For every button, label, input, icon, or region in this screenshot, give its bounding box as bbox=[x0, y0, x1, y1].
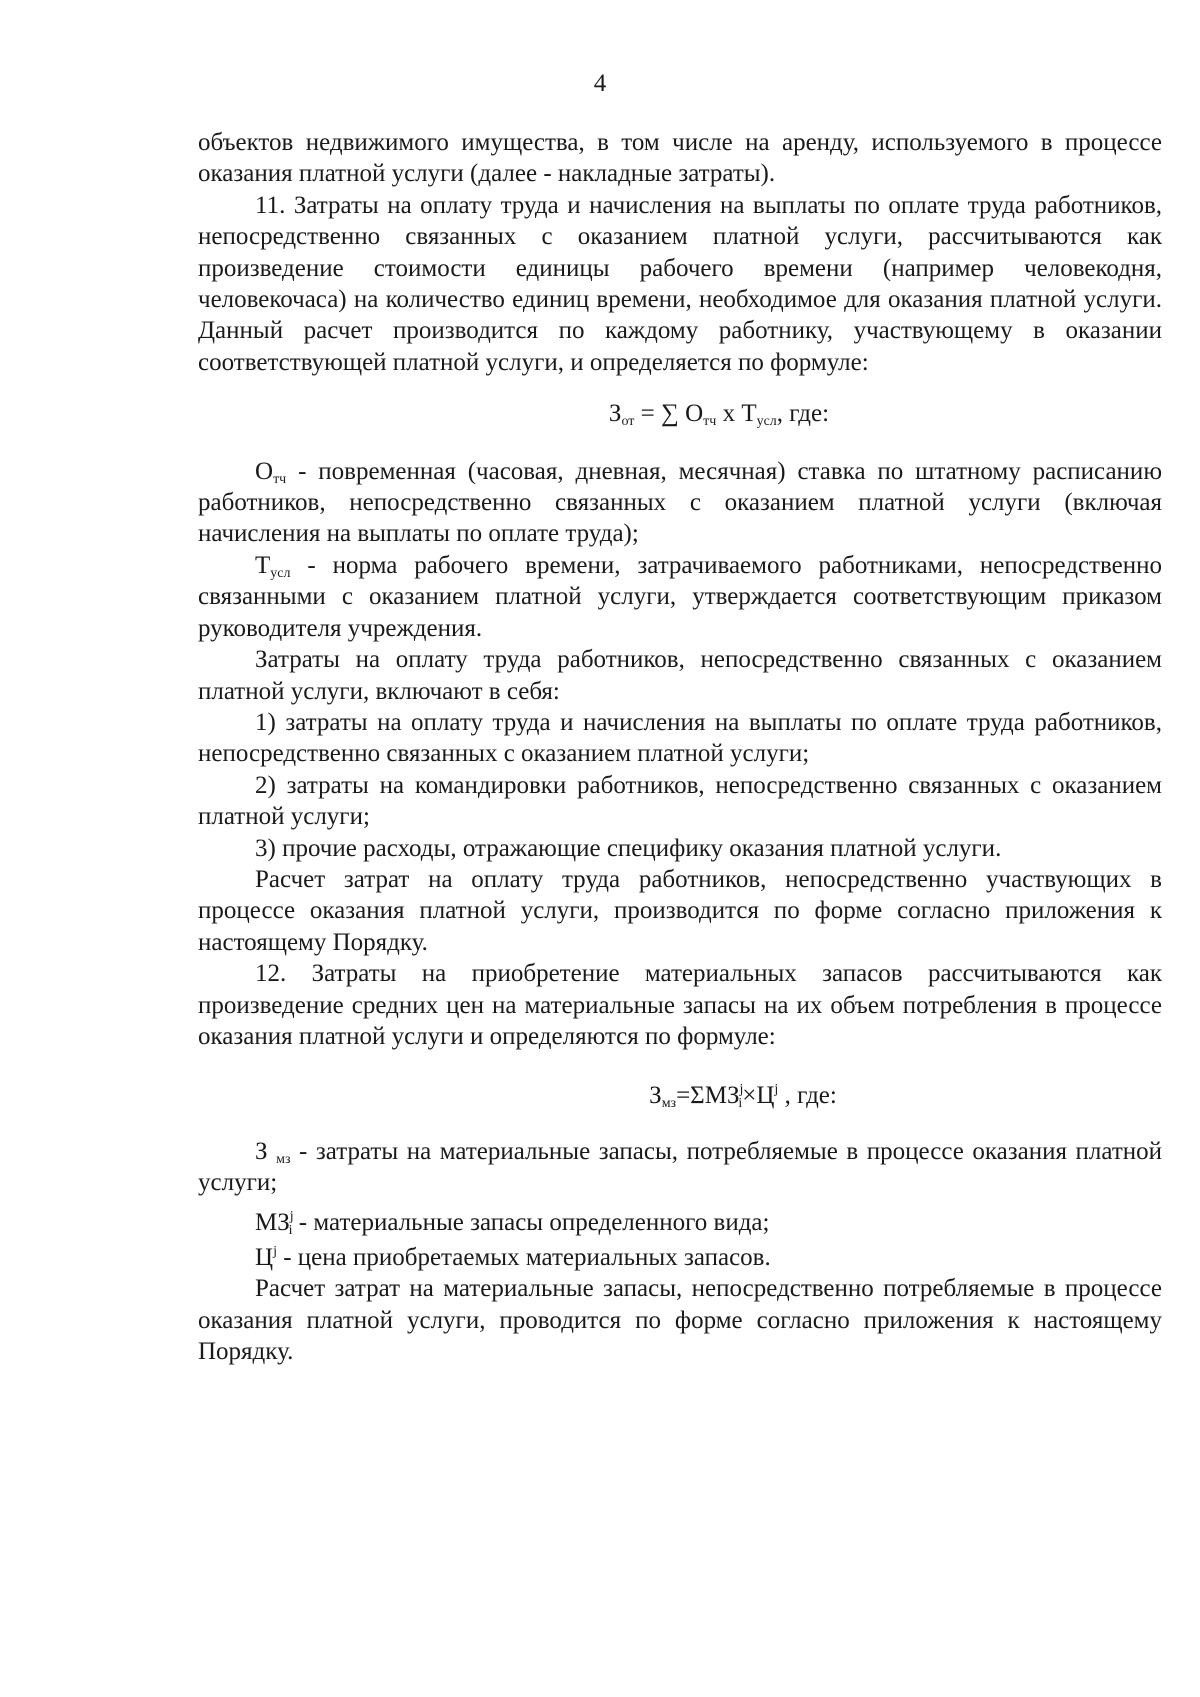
definition-text: - материальные запасы определенного вида; bbox=[292, 1208, 770, 1236]
paragraph-continuation: объектов недвижимого имущества, в том числе на аренду, используемого в процессе оказания платной услуги (далее - накладные затраты). bbox=[198, 129, 1162, 188]
formula-symbol: З bbox=[649, 1082, 662, 1110]
list-item-3: 3) прочие расходы, отражающие специфику оказания платной услуги. bbox=[255, 834, 1002, 862]
formula-superscript: j bbox=[739, 1082, 744, 1098]
formula-subscript: от bbox=[621, 414, 635, 430]
definition-otch bbox=[198, 456, 1162, 550]
formula-subscript: тч bbox=[703, 414, 717, 430]
definition-symbol: МЗ bbox=[255, 1208, 290, 1236]
formula-tail: , где: bbox=[776, 400, 830, 428]
paragraph-calc-labor: Расчет затрат на оплату труда работников, непосредственно участвующих в процессе оказания платной услуги, производится по форме согласно приложения к настоящему Порядку. bbox=[198, 865, 1162, 956]
paragraph-calc-materials: Расчет затрат на материальные запасы, непосредственно потребляемые в процессе оказания платной услуги, проводится по форме согласно приложения к настоящему Порядку. bbox=[198, 1275, 1162, 1366]
formula-operator: =ΣМЗ bbox=[676, 1082, 740, 1110]
definition-text: - цена приобретаемых материальных запасов. bbox=[276, 1244, 771, 1271]
formula-operator: ×Ц bbox=[742, 1082, 775, 1110]
definition-subscript: i bbox=[288, 1222, 293, 1238]
formula-superscript: j bbox=[774, 1082, 779, 1098]
definition-c bbox=[198, 1242, 1162, 1273]
definition-text: - повременная (часовая, дневная, месячная) ставка по штатному расписанию работников, непосредственно связанных с оказанием платной услуги (включая начисления на выплаты по оплате труда); bbox=[198, 457, 1162, 548]
definition-symbol: Т bbox=[255, 551, 271, 579]
paragraph-11: 11. Затраты на оплату труда и начисления на выплаты по оплате труда работников, непосредственно связанных с оказанием платной услуги, рассчитываются как произведение стоимости единицы рабочего времени (например человекодня, человекочаса) на количество единиц времени, необходимое для оказания платной услуги. Данный расчет производится по каждому работнику, участвующему в оказании соответствующей платной услуги, и определяется по формуле: bbox=[198, 191, 1162, 376]
formula-symbol: О bbox=[678, 400, 704, 428]
list-item-2: 2) затраты на командировки работников, непосредственно связанных с оказанием платной услуги; bbox=[198, 771, 1162, 831]
formula-subscript: i bbox=[738, 1096, 743, 1112]
definition-symbol: З bbox=[255, 1137, 277, 1165]
formula-operator: = bbox=[634, 400, 661, 428]
list-item-1: 1) затраты на оплату труда и начисления на выплаты по оплате труда работников, непосредственно связанных с оказанием платной услуги; bbox=[198, 708, 1162, 768]
definition-mz bbox=[198, 1207, 1162, 1238]
definition-zmz bbox=[198, 1136, 1162, 1199]
definition-tusl bbox=[198, 550, 1162, 644]
definition-superscript: j bbox=[289, 1208, 294, 1224]
definition-symbol: О bbox=[255, 457, 274, 485]
page-number: 4 bbox=[593, 70, 607, 97]
definition-subscript: усл bbox=[270, 565, 291, 581]
definition-text: - затраты на материальные запасы, потребляемые в процессе оказания платной услуги; bbox=[198, 1137, 1163, 1197]
formula-subscript: мз bbox=[661, 1096, 677, 1112]
definition-superscript: j bbox=[273, 1244, 277, 1259]
document-body bbox=[198, 127, 1162, 1368]
formula-materials-cost bbox=[198, 1080, 1162, 1111]
definition-subscript: мз bbox=[276, 1151, 291, 1167]
definition-subscript: тч bbox=[273, 471, 287, 487]
definition-text: - норма рабочего времени, затрачиваемого работниками, непосредственно связанными с оказанием платной услуги, утверждается соответствующим приказом руководителя учреждения. bbox=[198, 551, 1162, 642]
sum-symbol: ∑ bbox=[661, 400, 679, 428]
formula-labor-cost bbox=[198, 398, 1162, 429]
formula-operator: х Т bbox=[716, 400, 757, 428]
definition-symbol: Ц bbox=[255, 1244, 274, 1271]
formula-symbol: З bbox=[608, 400, 622, 428]
paragraph-12: 12. Затраты на приобретение материальных запасов рассчитываются как произведение средних цен на материальные запасы на их объем потребления в процессе оказания платной услуги и определяются по формуле: bbox=[198, 960, 1162, 1050]
paragraph-includes: Затраты на оплату труда работников, непосредственно связанных с оказанием платной услуги, включают в себя: bbox=[198, 646, 1162, 705]
formula-subscript: усл bbox=[756, 414, 777, 430]
formula-tail: , где: bbox=[778, 1082, 837, 1110]
